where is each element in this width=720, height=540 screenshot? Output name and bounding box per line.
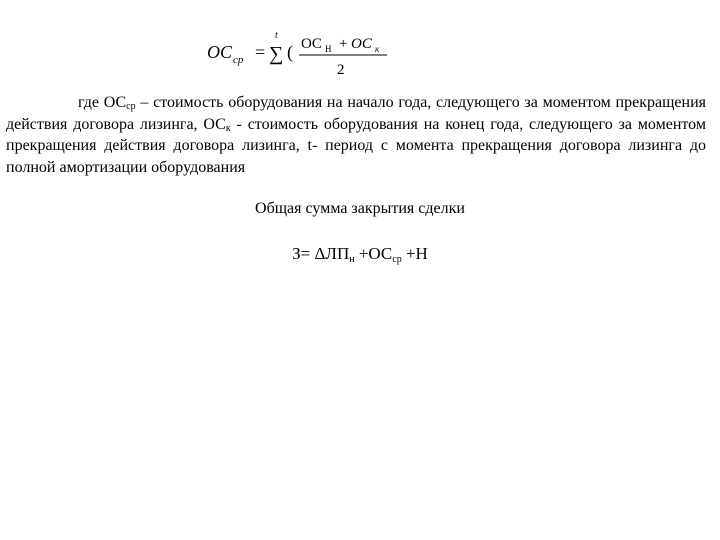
formula-sum-upper: t xyxy=(275,30,278,41)
formula-equals: = xyxy=(255,42,266,62)
paragraph-sub2: к xyxy=(225,122,231,134)
formula-num-term2-sub: к xyxy=(375,44,380,54)
formula-sum-symbol: ∑ xyxy=(269,43,284,65)
paragraph-sub1: ср xyxy=(126,101,136,112)
formula-denominator: 2 xyxy=(337,62,345,78)
cost-average-formula xyxy=(205,28,405,80)
formula-num-term1: OC xyxy=(301,36,322,52)
formula-num-term1-sub: Н xyxy=(325,44,332,54)
explanation-paragraph xyxy=(6,92,706,178)
formula-graphic xyxy=(205,28,405,80)
paragraph-part2: – стоимость оборудования на начало года, следующего за моментом прекращения действия договора лизинга, ОС xyxy=(6,94,706,133)
formula-lhs: OC xyxy=(207,42,233,62)
total-part1: З= ΔЛП xyxy=(292,244,350,263)
total-part2: +ОС xyxy=(354,244,393,263)
total-part3: +Н xyxy=(401,244,428,263)
total-sub1: н xyxy=(349,254,355,265)
total-sub2: ср xyxy=(392,254,402,265)
formula-open-paren: ( xyxy=(287,42,293,62)
formula-plus: + xyxy=(339,36,348,52)
paragraph-part1: где ОС xyxy=(78,94,127,111)
paragraph-part3: - стоимость оборудования на конец года, следующего за моментом прекращения действия договора лизинга, t- период с момента прекращения договора лизинга до полной амортизации оборудования xyxy=(6,115,707,176)
total-formula xyxy=(0,244,720,264)
formula-num-term2: OC xyxy=(351,36,372,52)
formula-lhs-sub: cp xyxy=(233,54,244,66)
section-heading: Общая сумма закрытия сделки xyxy=(255,200,465,217)
